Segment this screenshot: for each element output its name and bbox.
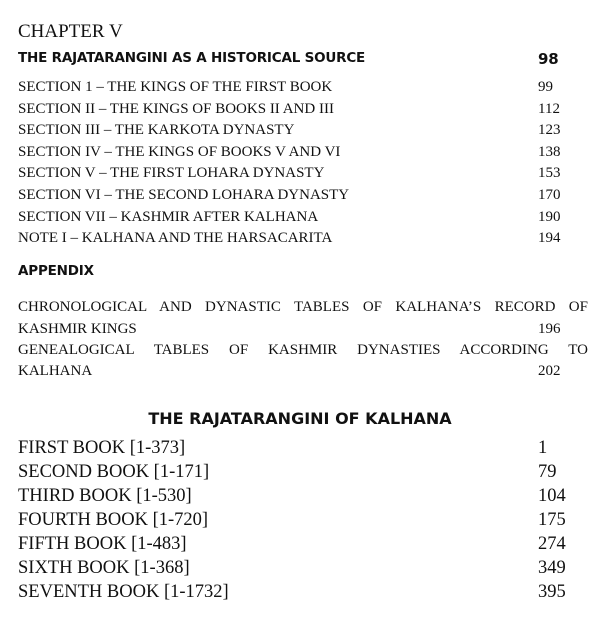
toc-book-row [18,461,588,483]
toc-book-row [18,509,588,531]
toc-section-row [18,228,588,248]
toc-book-page: 395 [538,582,566,602]
toc-section-row [18,142,588,162]
toc-section-label: SECTION 1 – THE KINGS OF THE FIRST BOOK [18,79,333,95]
toc-book-row [18,557,588,579]
toc-book-label: SEVENTH BOOK [1-1732] [18,582,229,602]
toc-book-page: 104 [538,486,566,506]
appendix-entry-cont [18,361,588,381]
toc-section-page: 190 [538,208,561,225]
toc-section-row [18,77,588,97]
toc-section-row [18,120,588,140]
appendix-entry [18,297,588,317]
toc-book-row [18,533,588,555]
chapter-page: 98 [538,50,559,68]
toc-section-page: 138 [538,143,561,160]
toc-book-label: FIFTH BOOK [1-483] [18,534,187,554]
toc-section-row [18,99,588,119]
toc-book-row [18,581,588,603]
appendix-entry-line1: CHRONOLOGICAL AND DYNASTIC TABLES OF KALHANA’S RECORD OF [18,299,588,315]
toc-book-label: SIXTH BOOK [1-368] [18,558,190,578]
toc-section-label: SECTION VI – THE SECOND LOHARA DYNASTY [18,187,350,203]
toc-section-row [18,185,588,205]
toc-section-page: 194 [538,230,561,247]
toc-section-page: 153 [538,165,561,182]
toc-book-page: 79 [538,462,557,482]
toc-section-label: NOTE I – KALHANA AND THE HARSACARITA [18,230,333,247]
appendix-label: APPENDIX [18,263,94,279]
toc-book-page: 175 [538,510,566,530]
toc-book-row [18,485,588,507]
toc-section-label: SECTION III – THE KARKOTA DYNASTY [18,122,295,139]
toc-book-label: FOURTH BOOK [1-720] [18,510,209,530]
chapter-label [18,21,588,43]
chapter-title: THE RAJATARANGINI AS A HISTORICAL SOURCE [18,50,366,66]
toc-section-row [18,207,588,227]
appendix-entry-page: 202 [538,363,561,379]
toc-section-label: SECTION II – THE KINGS OF BOOKS II AND III [18,100,334,117]
toc-book-label: FIRST BOOK [1-373] [18,438,186,458]
toc-section-page: 99 [538,79,553,95]
toc-book-label: SECOND BOOK [1-171] [18,462,210,482]
chapter-label-text: CHAPTER V [18,21,123,42]
text-title: THE RAJATARANGINI OF KALHANA [148,409,452,428]
appendix-entry-line2: KASHMIR KINGS [18,321,137,337]
appendix-heading [18,263,588,279]
toc-book-page: 349 [538,558,566,578]
appendix-entry-line1: GENEALOGICAL TABLES OF KASHMIR DYNASTIES ACCORDING TO [18,342,588,358]
toc-section-label: SECTION IV – THE KINGS OF BOOKS V AND VI [18,143,341,160]
toc-book-row [18,437,588,459]
toc-section-label: SECTION V – THE FIRST LOHARA DYNASTY [18,165,325,182]
appendix-entry [18,340,588,360]
toc-section-label: SECTION VII – KASHMIR AFTER KALHANA [18,208,319,225]
toc-book-page: 274 [538,534,566,554]
toc-book-label: THIRD BOOK [1-530] [18,486,192,506]
toc-section-page: 112 [538,100,560,117]
appendix-entry-page: 196 [538,321,561,337]
toc-section-page: 123 [538,122,561,139]
chapter-title-row [18,50,588,66]
appendix-entry-cont [18,319,588,339]
appendix-entry-line2: KALHANA [18,363,93,379]
toc-section-row [18,163,588,183]
toc-book-page: 1 [538,438,548,458]
toc-section-page: 170 [538,187,561,203]
